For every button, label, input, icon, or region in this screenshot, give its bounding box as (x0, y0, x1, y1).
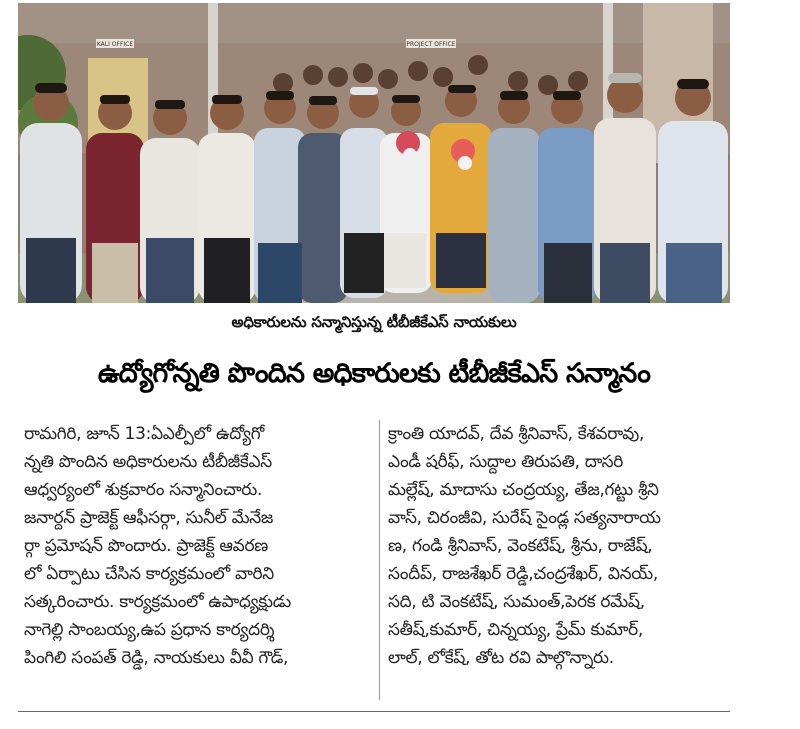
article-line: సది, టి వెంకటేష్, సుమంత్,పెరక రమేష్, (388, 592, 645, 612)
article-line: ఆధ్వర్యంలో శుక్రవారం సన్మానించారు. (24, 480, 263, 500)
article-line: పింగిలి సంపత్ రెడ్డి, నాయకులు వీవీ గౌడ్, (24, 648, 289, 668)
article-line: మల్లేష్, మాదాసు చంద్రయ్య, తేజ,గట్టు శ్రీని (388, 480, 659, 500)
article-line: ఎండీ షరీఫ్, సుద్దాల తిరుపతి, దాసరి (388, 452, 624, 472)
article-line: సతీష్,కుమార్, చిన్నయ్య, ప్రేమ్ కుమార్, (388, 620, 643, 640)
article-line: క్రాంతి యాదవ్, దేవ శ్రీనివాస్, కేశవరావు, (388, 424, 645, 444)
article-line: జనార్దన్ ప్రాజెక్ట్ ఆఫీసర్గా, సునీల్ మేనేజ (24, 508, 274, 528)
article-line: ణ, గండి శ్రీనివాస్, వెంకటేష్, శ్రీను, రాజేష్, (388, 536, 653, 556)
photo-caption: అధికారులను సన్మానిస్తున్న టీబీజీకేఎస్ నాయకులు (231, 313, 517, 331)
article-line: న్నతి పొందిన అధికారులను టీబీజీకేఎస్ (24, 452, 272, 472)
article-column-left (24, 420, 372, 672)
article-line: సత్కరించారు. కార్యక్రమంలో ఉపాధ్యక్షుడు (24, 592, 291, 612)
column-divider (379, 420, 380, 700)
office-sign-left-text: KALI OFFICE (96, 41, 134, 48)
article-line: సందీప్, రాజశేఖర్ రెడ్డి,చంద్రశేఖర్, వినయ్, (388, 564, 658, 584)
article-line: రామగిరి, జూన్ 13:ఏఎల్పీలో ఉద్యోగో (24, 424, 264, 444)
office-sign-right-text: PROJECT OFFICE (406, 41, 456, 48)
article-line: లో ఏర్పాటు చేసిన కార్యక్రమంలో వారిని (24, 564, 274, 584)
bottom-rule (18, 711, 730, 712)
article-line: ర్గా ప్రమోషన్ పొందారు. ప్రాజెక్ట్ ఆవరణ (24, 536, 268, 556)
article-line: నాగెల్లి సాంబయ్య,ఉప ప్రధాన కార్యదర్శి (24, 620, 275, 640)
article-line: వాస్, చిరంజీవి, సురేష్ సైండ్ల సత్యనారాయ (388, 508, 661, 528)
article-line: లాల్, లోకేష్, తోట రవి పాల్గొన్నారు. (388, 648, 614, 668)
article-headline: ఉద్యోగోన్నతి పొందిన అధికారులకు టీబీజీకేఎస్ సన్మానం (97, 358, 651, 389)
news-photo (18, 3, 730, 303)
article-column-right (388, 420, 736, 672)
